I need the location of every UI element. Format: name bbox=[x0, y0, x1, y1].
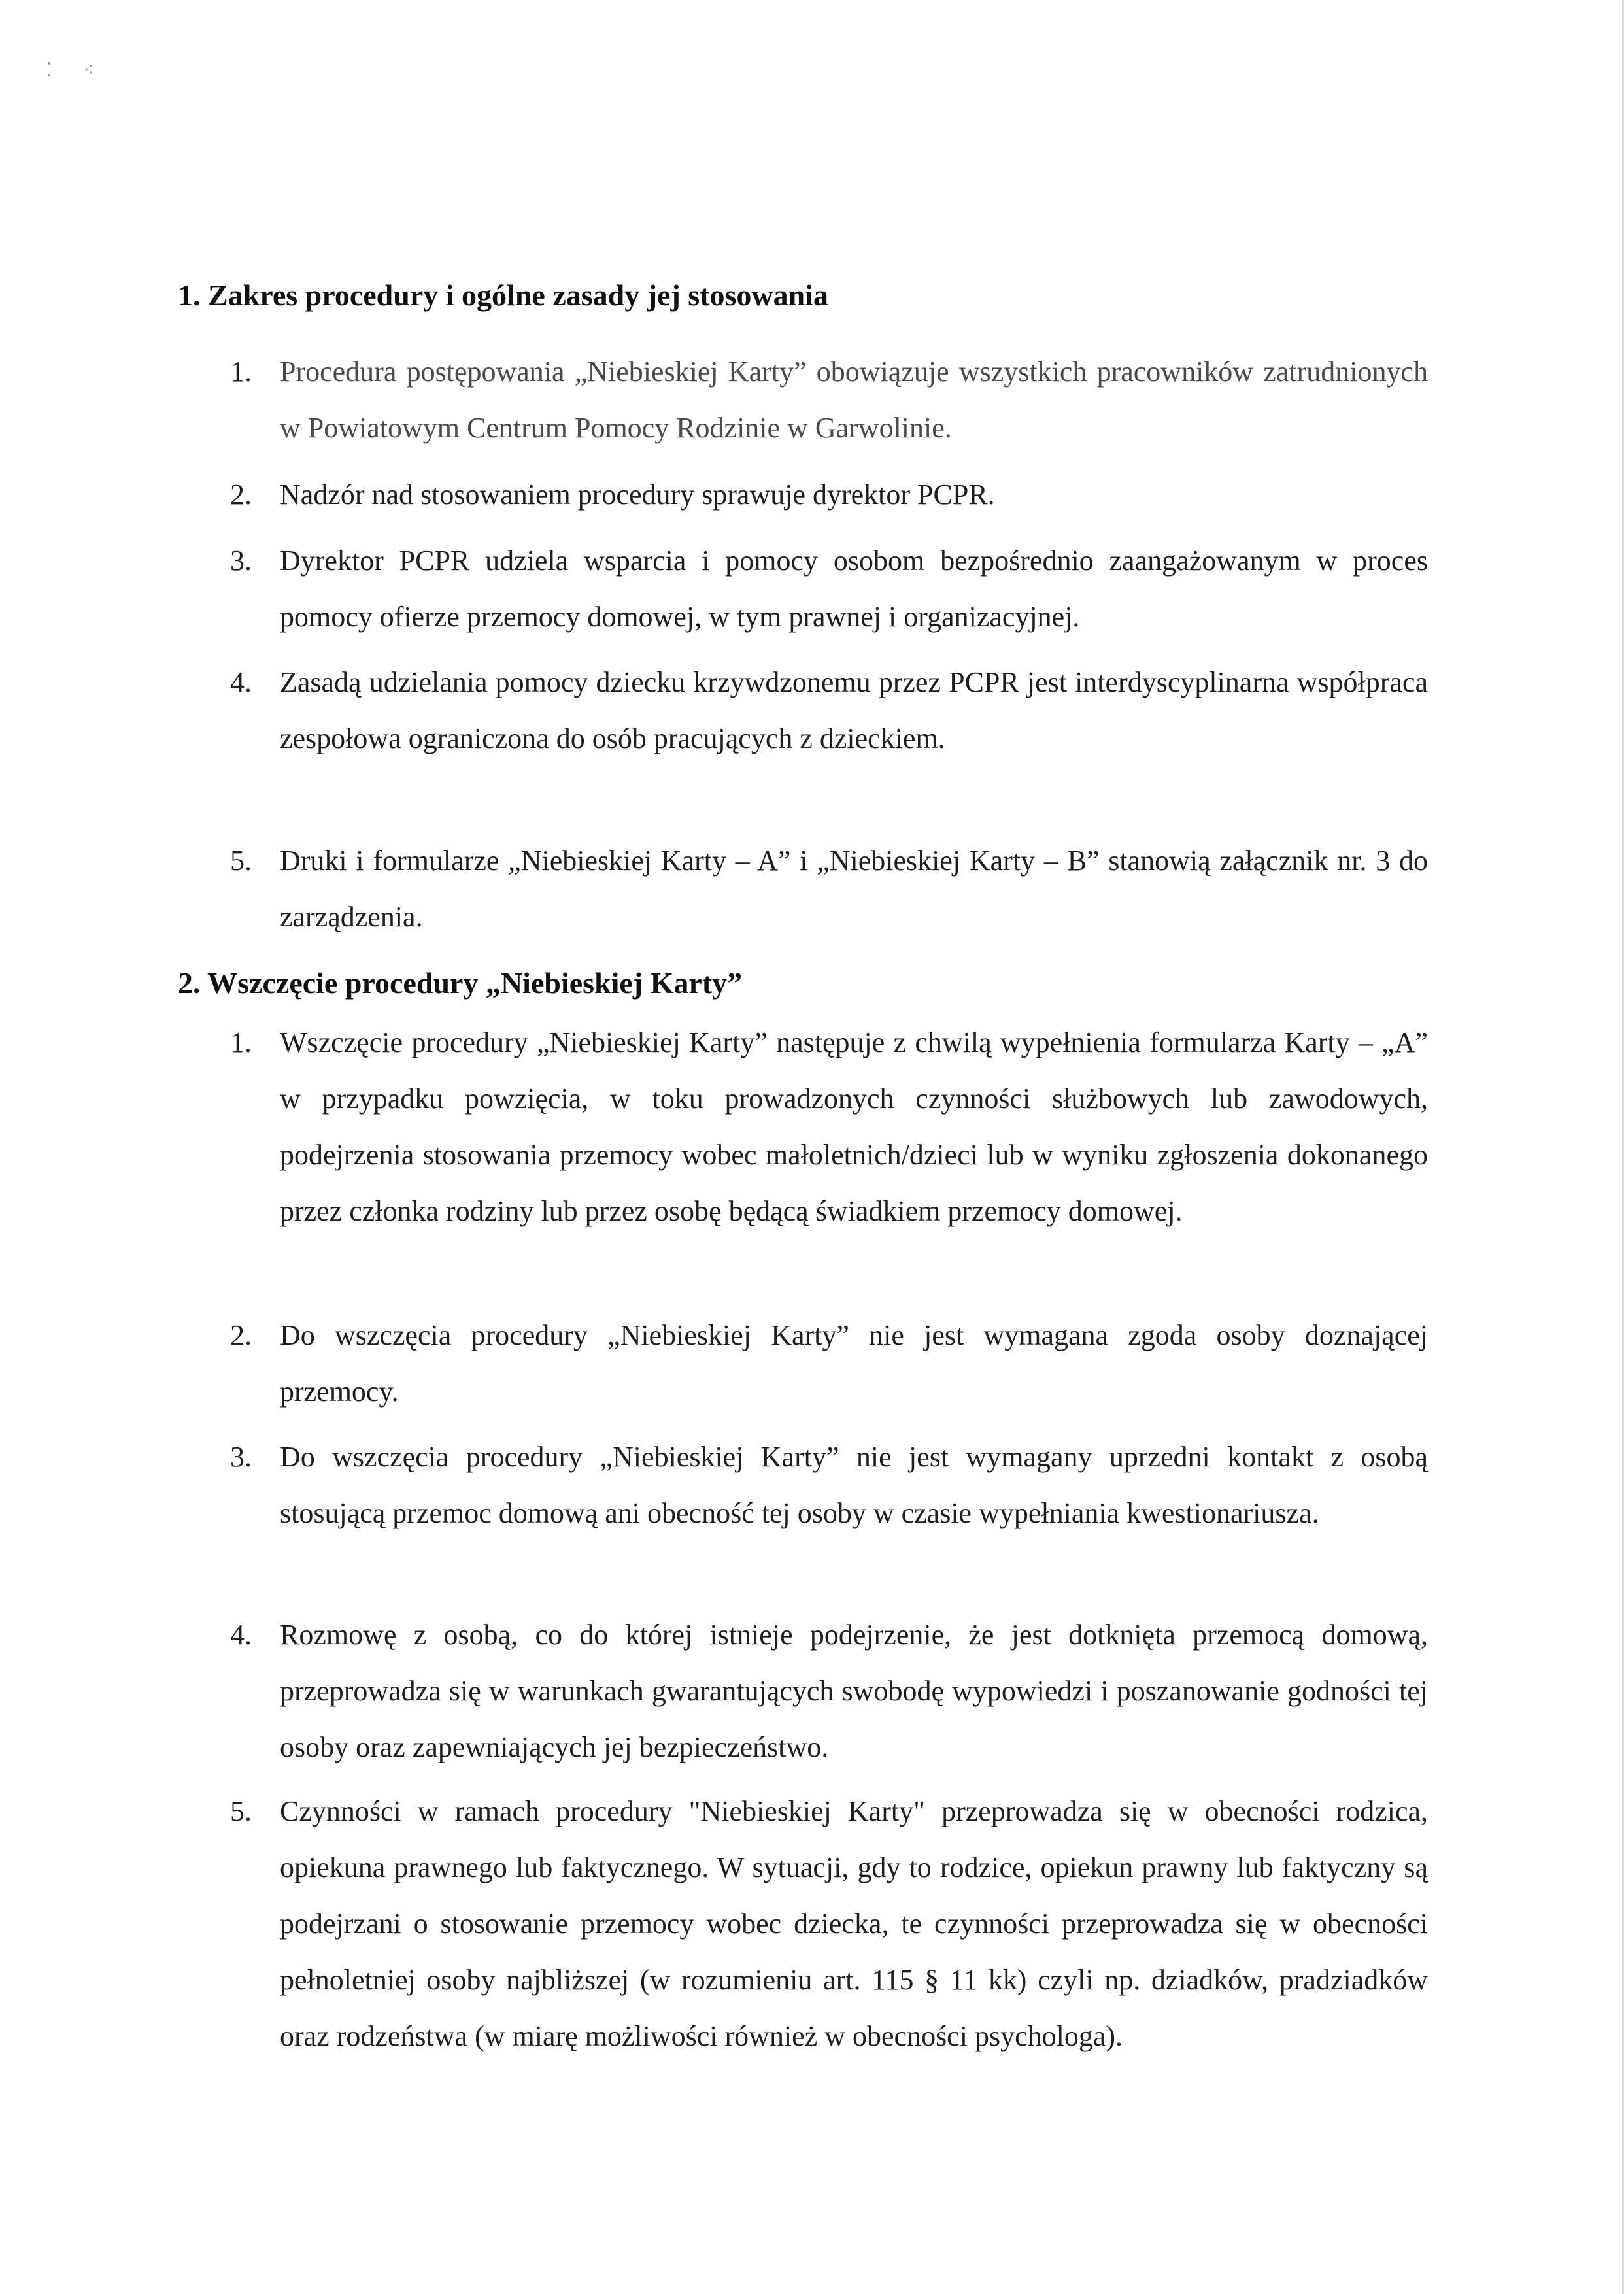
section-2-heading: 2. Wszczęcie procedury „Niebieskiej Karty” bbox=[178, 966, 743, 1000]
section-1-item-1 bbox=[230, 344, 1428, 456]
item-number: 1. bbox=[230, 1026, 252, 1058]
item-text: Czynności w ramach procedury "Niebieskiej Karty" przeprowadza się w obecności rodzica, opiekuna prawnego lub faktycznego. W sytuacji, gdy to rodzice, opiekun prawny lub faktyczny są podejrzani o stosowanie przemocy wobec dziecka, te czynności przeprowadza się w obecności pełnoletniej osoby najbliższej (w rozumieniu art. 115 § 11 kk) czyli np. dziadków, pradziadków oraz rodzeństwa (w miarę możliwości również w obecności psychologa). bbox=[280, 1795, 1428, 2052]
item-number: 5. bbox=[230, 845, 252, 877]
item-number: 3. bbox=[230, 1441, 252, 1473]
section-1-heading: 1. Zakres procedury i ogólne zasady jej stosowania bbox=[178, 278, 828, 312]
item-number: 2. bbox=[230, 479, 252, 511]
item-text: Druki i formularze „Niebieskiej Karty – A” i „Niebieskiej Karty – B” stanowią załącznik nr. 3 do zarządzenia. bbox=[280, 845, 1428, 933]
section-2-item-4 bbox=[230, 1607, 1428, 1776]
item-number: 4. bbox=[230, 1619, 252, 1651]
item-text: Rozmowę z osobą, co do której istnieje podejrzenie, że jest dotknięta przemocą domową, przeprowadza się w warunkach gwarantujących swobodę wypowiedzi i poszanowanie godności tej osoby oraz zapewniających jej bezpieczeństwo. bbox=[280, 1619, 1428, 1763]
item-number: 3. bbox=[230, 545, 252, 577]
item-text: Do wszczęcia procedury „Niebieskiej Karty” nie jest wymagany uprzedni kontakt z osobą stosującą przemoc domową ani obecność tej osoby w czasie wypełniania kwestionariusza. bbox=[280, 1441, 1428, 1529]
section-1-item-4 bbox=[230, 654, 1428, 767]
scan-specks-icon: ⁚ ⁖ bbox=[46, 59, 108, 81]
section-1-item-3 bbox=[230, 533, 1428, 645]
section-1-item-5 bbox=[230, 833, 1428, 945]
item-text: Nadzór nad stosowaniem procedury sprawuje dyrektor PCPR. bbox=[280, 479, 995, 511]
section-2-item-5 bbox=[230, 1783, 1428, 2065]
item-number: 1. bbox=[230, 356, 252, 388]
section-2-item-3 bbox=[230, 1429, 1428, 1542]
section-2-item-1 bbox=[230, 1015, 1428, 1240]
item-number: 4. bbox=[230, 666, 252, 698]
section-2-item-2 bbox=[230, 1307, 1428, 1420]
item-number: 2. bbox=[230, 1319, 252, 1351]
item-text: Procedura postępowania „Niebieskiej Karty” obowiązuje wszystkich pracowników zatrudnionych w Powiatowym Centrum Pomocy Rodzinie w Garwolinie. bbox=[280, 356, 1428, 444]
item-text: Wszczęcie procedury „Niebieskiej Karty” następuje z chwilą wypełnienia formularza Karty – „A” w przypadku powzięcia, w toku prowadzonych czynności służbowych lub zawodowych, podejrzenia stosowania przemocy wobec małoletnich/dzieci lub w wyniku zgłoszenia dokonanego przez członka rodziny lub przez osobę będącą świadkiem przemocy domowej. bbox=[280, 1026, 1428, 1227]
section-1-item-2 bbox=[230, 467, 1428, 523]
item-number: 5. bbox=[230, 1795, 252, 1827]
item-text: Do wszczęcia procedury „Niebieskiej Karty” nie jest wymagana zgoda osoby doznającej przemocy. bbox=[280, 1319, 1428, 1408]
item-text: Zasadą udzielania pomocy dziecku krzywdzonemu przez PCPR jest interdyscyplinarna współpraca zespołowa ograniczona do osób pracujących z dzieckiem. bbox=[280, 666, 1428, 754]
item-text: Dyrektor PCPR udziela wsparcia i pomocy osobom bezpośrednio zaangażowanym w proces pomocy ofierze przemocy domowej, w tym prawnej i organizacyjnej. bbox=[280, 545, 1428, 633]
